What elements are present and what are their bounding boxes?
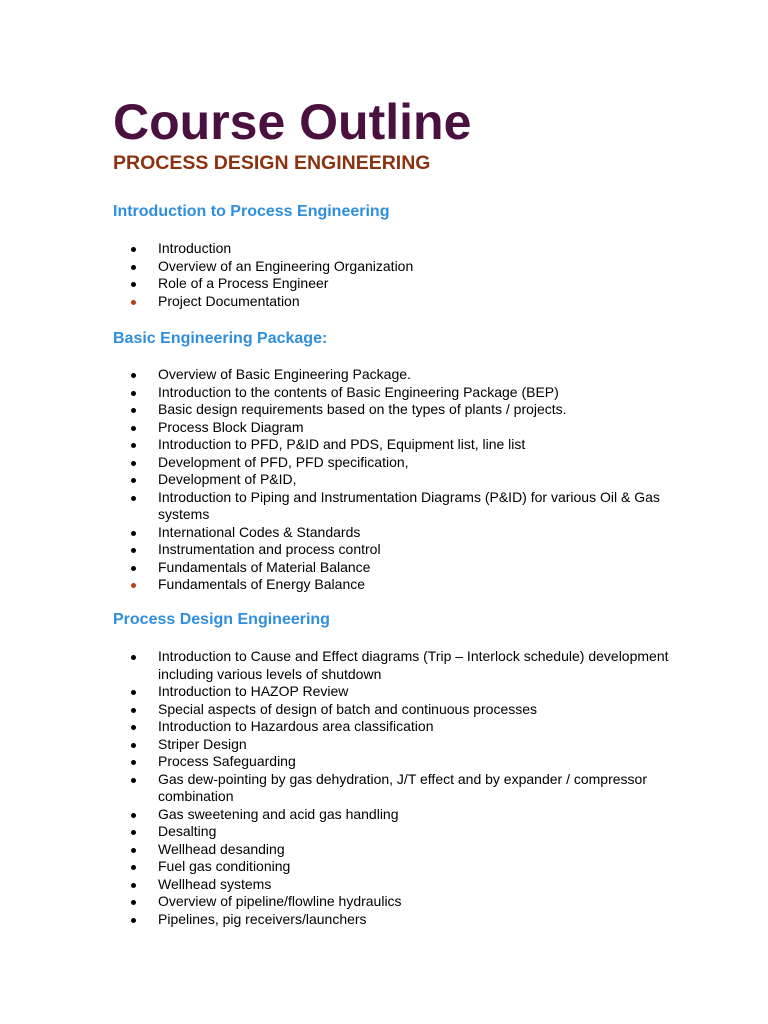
list-item: [113, 258, 713, 276]
list-item: [113, 718, 713, 736]
list-item: [113, 436, 713, 454]
bullet-icon: [131, 900, 136, 905]
list-item: [113, 559, 713, 577]
bullet-list-process-design: [113, 648, 713, 928]
bullet-icon: [131, 373, 136, 378]
list-item: [113, 366, 713, 384]
bullet-icon: [131, 708, 136, 713]
list-item-text: Desalting: [158, 823, 217, 839]
list-item: [113, 454, 713, 472]
list-item: [113, 471, 713, 489]
list-item: [113, 823, 713, 841]
bullet-icon: [131, 813, 136, 818]
bullet-icon: [131, 830, 136, 835]
bullet-icon: [131, 918, 136, 923]
bullet-icon: [131, 247, 136, 252]
list-item-text: Introduction to HAZOP Review: [158, 683, 349, 699]
document-subtitle: PROCESS DESIGN ENGINEERING: [113, 152, 431, 174]
bullet-icon: [131, 760, 136, 765]
bullet-icon: [131, 443, 136, 448]
list-item: [113, 771, 713, 806]
list-item: [113, 419, 713, 437]
bullet-icon: [131, 743, 136, 748]
list-item: [113, 683, 713, 701]
bullet-icon: [131, 848, 136, 853]
bullet-icon: [131, 778, 136, 783]
list-item-text: Basic design requirements based on the types of plants / projects.: [158, 401, 567, 417]
bullet-icon: [131, 408, 136, 413]
bullet-icon: [131, 391, 136, 396]
list-item-text: Overview of an Engineering Organization: [158, 257, 414, 274]
list-item-text: Striper Design: [158, 735, 247, 752]
list-item: [113, 736, 713, 754]
list-item: [113, 911, 713, 929]
list-item: [113, 293, 713, 311]
bullet-icon: [131, 282, 136, 287]
list-item: [113, 753, 713, 771]
bullet-icon: [131, 531, 136, 536]
list-item-text: Introduction to Piping and Instrumentation Diagrams (P&ID) for various Oil & Gas systems: [158, 488, 660, 522]
bullet-list-intro: [113, 240, 713, 310]
section-heading-basic-engineering: Basic Engineering Package:: [113, 330, 328, 347]
list-item-text: Wellhead desanding: [158, 840, 285, 857]
list-item: [113, 648, 713, 683]
list-item: [113, 489, 713, 524]
list-item-text: Development of P&ID,: [158, 471, 297, 487]
list-item-text: Instrumentation and process control: [158, 541, 381, 557]
list-item-text: Gas sweetening and acid gas handling: [158, 805, 399, 822]
list-item: [113, 240, 713, 258]
list-item: [113, 541, 713, 559]
list-item: [113, 893, 713, 911]
list-item-text: Wellhead systems: [158, 875, 272, 892]
bullet-icon: [131, 426, 136, 431]
bullet-icon: [131, 725, 136, 730]
section-heading-intro: Introduction to Process Engineering: [113, 203, 390, 220]
list-item-text: Project Documentation: [158, 292, 300, 309]
bullet-icon: [131, 461, 136, 466]
list-item-text: Introduction to PFD, P&ID and PDS, Equipment list, line list: [158, 436, 526, 452]
list-item-text: Process Safeguarding: [158, 753, 296, 769]
bullet-icon: [131, 478, 136, 483]
list-item: [113, 384, 713, 402]
list-item: [113, 576, 713, 594]
list-item: [113, 841, 713, 859]
list-item: [113, 806, 713, 824]
list-item: [113, 275, 713, 293]
document-title: Course Outline: [113, 94, 472, 150]
list-item-text: Special aspects of design of batch and continuous processes: [158, 700, 538, 717]
bullet-icon: [131, 883, 136, 888]
bullet-icon: [131, 655, 136, 660]
bullet-icon: [131, 690, 136, 695]
list-item-text: Fuel gas conditioning: [158, 858, 291, 874]
list-item-text: Fundamentals of Material Balance: [158, 558, 371, 575]
bullet-icon: [131, 265, 136, 270]
bullet-icon: [131, 548, 136, 553]
list-item: [113, 524, 713, 542]
bullet-icon: [131, 496, 136, 501]
list-item-text: Introduction to the contents of Basic Engineering Package (BEP): [158, 383, 559, 400]
list-item-text: Introduction to Cause and Effect diagrams (Trip – Interlock schedule) development including various levels of shutdown: [158, 648, 669, 682]
list-item-text: Role of a Process Engineer: [158, 275, 329, 291]
list-item-text: Introduction: [158, 240, 232, 256]
bullet-icon: [131, 566, 136, 571]
list-item-text: Introduction to Hazardous area classification: [158, 718, 434, 734]
list-item-text: Overview of pipeline/flowline hydraulics: [158, 893, 402, 909]
bullet-icon: [131, 300, 136, 305]
list-item-text: Overview of Basic Engineering Package.: [158, 366, 411, 382]
list-item: [113, 858, 713, 876]
bullet-icon: [131, 583, 136, 588]
list-item-text: International Codes & Standards: [158, 523, 361, 540]
list-item-text: Pipelines, pig receivers/launchers: [158, 910, 367, 927]
list-item-text: Fundamentals of Energy Balance: [158, 576, 366, 592]
list-item: [113, 701, 713, 719]
list-item-text: Gas dew-pointing by gas dehydration, J/T effect and by expander / compressor combination: [158, 770, 647, 804]
list-item: [113, 876, 713, 894]
bullet-list-basic-engineering: [113, 366, 713, 594]
section-heading-process-design: Process Design Engineering: [113, 611, 330, 628]
list-item-text: Process Block Diagram: [158, 418, 304, 435]
list-item-text: Development of PFD, PFD specification,: [158, 453, 409, 470]
list-item: [113, 401, 713, 419]
bullet-icon: [131, 865, 136, 870]
